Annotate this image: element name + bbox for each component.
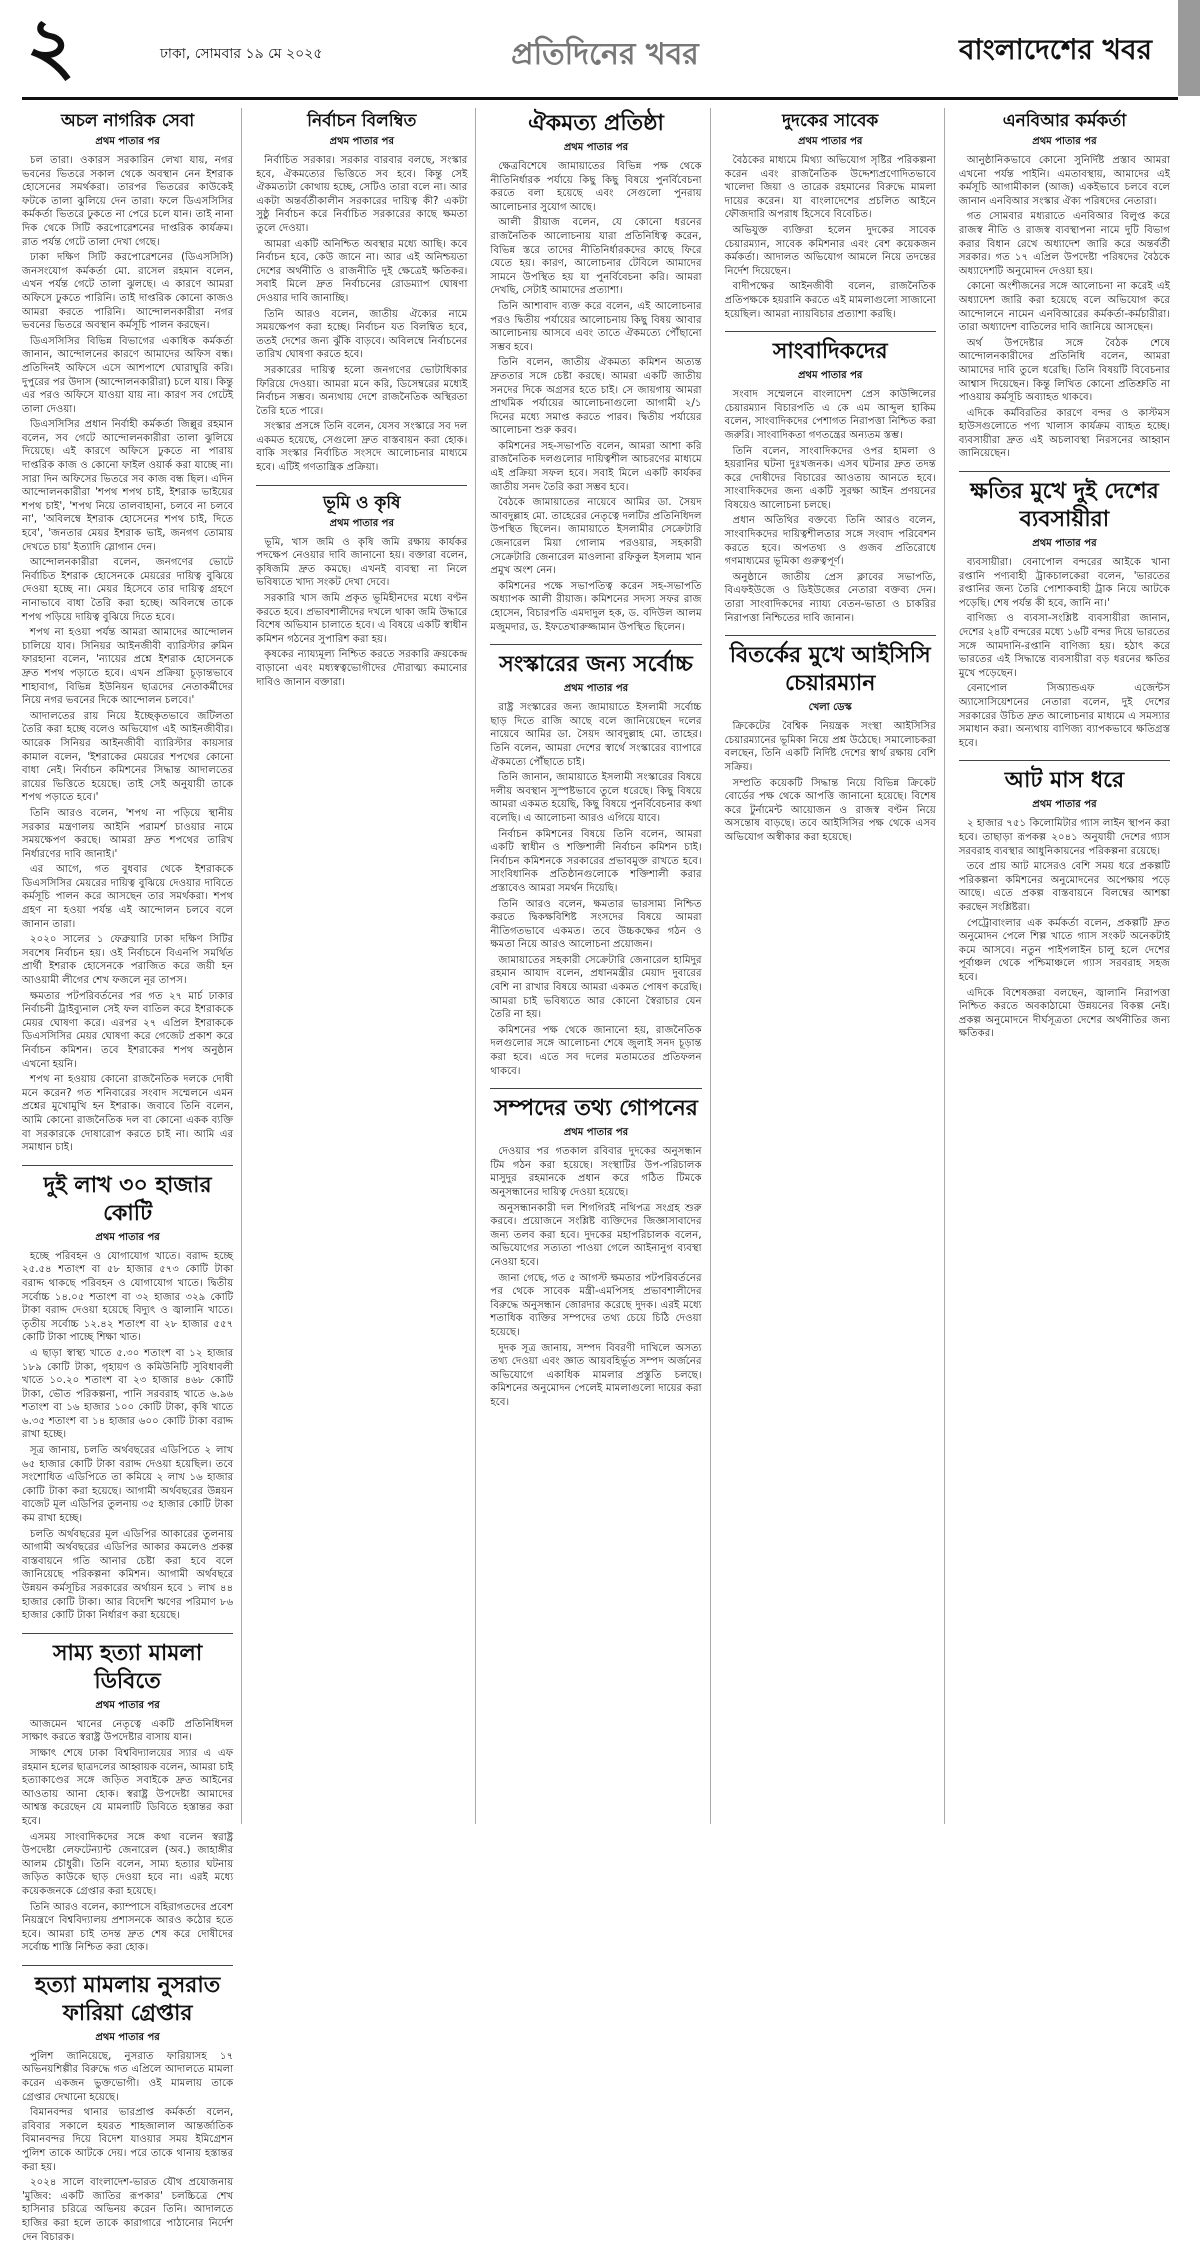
column-4: [725, 108, 945, 1824]
paragraph: আমরা একটি অনিশ্চিত অবস্থার মধ্যে আছি। কবে নির্বাচন হবে, কেউ জানে না। আর এই অনিশ্চয়তা দেশের অর্থনীতি ও রাজনীতি দুই ক্ষেত্রেই ক্ষতিকর। সবাই মিলে দ্রুত নির্বাচনের রোডম্যাপ ঘোষণা দেওয়ার দাবি জানাচ্ছি।: [256, 238, 468, 304]
paragraph: এসময় সাংবাদিকদের সঙ্গে কথা বলেন স্বরাষ্ট্র উপদেষ্টা লেফটেন্যান্ট জেনারেল (অব.) জাহাঙ্গীর আলম চৌধুরী। তিনি বলেন, সাম্য হত্যার ঘটনায় জড়িত কাউকে ছাড় দেওয়া হবে না। এরই মধ্যে কয়েকজনকে গ্রেপ্তার করা হয়েছে।: [22, 1831, 234, 1897]
article: [959, 767, 1170, 1041]
article-divider: [959, 760, 1170, 761]
continued-label: প্রথম পাতার পর: [329, 517, 394, 529]
article: [959, 110, 1170, 461]
paragraph: পেট্রোবাংলার এক কর্মকর্তা বলেন, প্রকল্পটি দ্রুত অনুমোদন পেলে শিল্প খাতে গ্যাস সংকট অনেকটাই কমে আসবে। নতুন পাইপলাইন চালু হলে দেশের পূর্বাঞ্চল থেকে পশ্চিমাঞ্চলে গ্যাস সরবরাহ সহজ হবে।: [958, 917, 1171, 983]
article-headline: বিতর্কের মুখে আইসিসি চেয়ারম্যান: [729, 643, 931, 697]
article-headline: দুই লাখ ৩০ হাজার কোটি: [43, 1172, 212, 1226]
article-body: [256, 536, 467, 690]
paragraph: এ ছাড়া স্বাস্থ্য খাতে ৫.৩০ শতাংশ বা ১২ হাজার ১৮৯ কোটি টাকা, গৃহায়ণ ও কমিউনিটি সুবিধাবলী খাতে ১০.২০ শতাংশ বা ২৩ হাজার ৪৬৮ কোটি টাকা, ভৌত পরিকল্পনা, পানি সরবরাহ খাতে ৬.৯৬ শতাংশ বা ১৬ হাজার ১০০ কোটি টাকা, কৃষি খাতে ৬.৩৫ শতাংশ বা ১৪ হাজার ৬০০ কোটি টাকা বরাদ্দ রাখা হচ্ছে।: [22, 1347, 234, 1441]
article-headline: সাম্য হত্যা মামলা ডিবিতে: [52, 1640, 203, 1694]
article-divider: [22, 1633, 233, 1634]
article-divider: [256, 485, 467, 486]
paragraph: বেনাপোল সিঅ্যান্ডএফ এজেন্টস অ্যাসোসিয়েশনের নেতারা বলেন, দুই দেশের সরকারের উচিত দ্রুত আলোচনার মাধ্যমে এ সমস্যার সমাধান করা। অন্যথায় বাণিজ্য ব্যাপকভাবে ক্ষতিগ্রস্ত হবে।: [958, 683, 1171, 749]
article: [256, 492, 467, 690]
paragraph: তিনি আরও বলেন, জাতীয় ঐক্যের নামে সময়ক্ষেপণ করা হচ্ছে। নির্বাচন যত বিলম্বিত হবে, ততই দেশের জন্য ঝুঁকি বাড়বে। অবিলম্বে নির্বাচনের তারিখ ঘোষণা করতে হবে।: [256, 308, 468, 361]
paragraph: বৈঠকে জামায়াতের নায়েবে আমির ডা. সৈয়দ আবদুল্লাহ মো. তাহেরের নেতৃত্বে দলটির প্রতিনিধিদল উপস্থিত ছিলেন। জামায়াতে ইসলামীর সেক্রেটারি জেনারেল মিয়া গোলাম পরওয়ার, সহকারী সেক্রেটারি জেনারেল মাওলানা রফিকুল ইসলাম খান প্রমুখ অংশ নেন।: [490, 497, 702, 577]
continued-label: প্রথম পাতার পর: [563, 683, 629, 695]
continued-label: প্রথম পাতার পর: [798, 370, 863, 382]
paragraph: ব্যবসায়ীরা। বেনাপোল বন্দরের আইকে খানা রপ্তানি পণ্যবাহী ট্রাকচালকেরা বলেন, 'ভারতের রপ্তানির জন্য তৈরি পোশাকবাহী ট্রাক নিয়ে আটকে পড়েছি। শেষ পর্যন্ত কী হবে, জানি না।': [958, 557, 1171, 609]
paragraph: তিনি আশাবাদ ব্যক্ত করে বলেন, এই আলোচনার পরও দ্বিতীয় পর্যায়ের আলোচনায় কিছু বিষয় আবার আলোচনায় আসবে এবং তাতে ঐকমত্যে পৌঁছানো সম্ভব হবে।: [490, 300, 702, 353]
paragraph: ক্রিকেটের বৈশ্বিক নিয়ন্ত্রক সংস্থা আইসিসির চেয়ারম্যানের ভূমিকা নিয়ে প্রশ্ন উঠেছে। সমালোচকরা বলছেন, তিনি একটি নির্দিষ্ট দেশের স্বার্থ রক্ষায় বেশি সক্রিয়।: [724, 721, 936, 773]
column-3: [490, 108, 710, 1824]
paragraph: ২০২৪ সালে বাংলাদেশ-ভারত যৌথ প্রযোজনায় 'মুজিব: একটি জাতির রূপকার' চলচ্চিত্রে শেখ হাসিনার চরিত্রে অভিনয় করেন তিনি। আদালতে হাজির করা হলে তাকে কারাগারে পাঠানোর নির্দেশ দেন বিচারক।: [22, 2177, 234, 2243]
continued-label: প্রথম পাতার পর: [798, 136, 863, 147]
paragraph: সম্প্রতি কয়েকটি সিদ্ধান্ত নিয়ে বিভিন্ন ক্রিকেট বোর্ডের পক্ষ থেকে আপত্তি জানানো হয়েছে। বিশেষ করে টুর্নামেন্ট আয়োজন ও রাজস্ব বণ্টন নিয়ে অসন্তোষ বাড়ছে। তবে আইসিসির পক্ষ থেকে এসব অভিযোগ অস্বীকার করা হয়েছে।: [724, 777, 936, 843]
article-body: [490, 1145, 701, 1409]
paragraph: তিনি আরও বলেন, ক্যাম্পাসে বহিরাগতদের প্রবেশ নিয়ন্ত্রণে বিশ্ববিদ্যালয় প্রশাসনকে আরও কঠোর হতে হবে। আমরা চাই তদন্ত দ্রুত শেষ করে দোষীদের সর্বোচ্চ শাস্তি নিশ্চিত করা হোক।: [22, 1901, 234, 1954]
article-body: [490, 701, 701, 1078]
article-headline: সংস্কারের জন্য সর্বোচ্চ: [499, 652, 693, 678]
article-headline: দুদকের সাবেক: [782, 111, 879, 131]
article: [22, 110, 233, 1155]
article-divider: [22, 1965, 233, 1966]
paragraph: অভিযুক্ত ব্যক্তিরা হলেন দুদকের সাবেক চেয়ারম্যান, সাবেক কমিশনার এবং বেশ কয়েকজন কর্মকর্তা। আদালত অভিযোগ আমলে নিয়ে তদন্তের নির্দেশ দিয়েছেন।: [724, 224, 936, 277]
paragraph: শপথ না হওয়া পর্যন্ত আমরা আমাদের আন্দোলন চালিয়ে যাব। সিনিয়র আইনজীবী ব্যারিস্টার রুমিন ফারহানা বলেন, 'ন্যায়ের প্রশ্নে ইশরাক হোসেনকে দ্রুত শপথ পড়াতে হবে। এখন প্রক্রিয়া চূড়ান্তভাবে শাহাবাগ, বিভিন্ন ইউনিয়ন ছাত্রদের নেতাকর্মীদের নিয়ে নগর ভবনের দিকে আন্দোলন চলবে।': [22, 627, 234, 707]
section-title: বাংলাদেশের খবর: [958, 33, 1152, 66]
continued-label: খেলা ডেস্ক: [808, 702, 852, 714]
paragraph: বাণিজ্য ও ব্যবসা-সংশ্লিষ্ট ব্যবসায়ীরা জানান, দেশের ২৪টি বন্দরের মধ্যে ১৬টি বন্দর দিয়ে ভারতের সঙ্গে আমদানি-রপ্তানি বাণিজ্য হয়। হঠাৎ করে ভারতের এই সিদ্ধান্তে ব্যবসায়ীরা বড় ধরনের ক্ষতির মুখে পড়েছেন।: [958, 613, 1171, 679]
paragraph: কৃষকের ন্যায্যমূল্য নিশ্চিত করতে সরকারি ক্রয়কেন্দ্র বাড়ানো এবং মধ্যস্বত্বভোগীদের দৌরাত্ম্য কমানোর দাবিও জানান বক্তারা।: [256, 649, 468, 688]
masthead-logo: প্রতিদিনের খবর: [511, 37, 699, 72]
article-body: [725, 388, 936, 625]
paragraph: আজমেন খানের নেতৃত্বে একটি প্রতিনিধিদল সাক্ষাৎ করতে স্বরাষ্ট্র উপদেষ্টার বাসায় যান।: [22, 1718, 234, 1744]
paragraph: ২০২০ সালের ১ ফেব্রুয়ারি ঢাকা দক্ষিণ সিটির সবশেষ নির্বাচন হয়। ওই নির্বাচনে বিএনপি সমর্থিত প্রার্থী ইশরাক হোসেনকে পরাজিত করে জয়ী হন আওয়ামী লীগের শেখ ফজলে নূর তাপস।: [22, 934, 234, 987]
article: [490, 110, 701, 634]
article: [256, 110, 467, 475]
paragraph: অনুসন্ধানকারী দল শিগগিরই নথিপত্র সংগ্রহ শুরু করবে। প্রয়োজনে সংশ্লিষ্ট ব্যক্তিদের জিজ্ঞাসাবাদের জন্য তলব করা হবে। দুদকের মহাপরিচালক বলেন, অভিযোগের সত্যতা পাওয়া গেলে আইনানুগ ব্যবস্থা নেওয়া হবে।: [490, 1202, 702, 1268]
article-headline: অচল নাগরিক সেবা: [60, 111, 195, 131]
paragraph: সংস্কার প্রসঙ্গে তিনি বলেন, যেসব সংস্কারে সব দল একমত হয়েছে, সেগুলো দ্রুত বাস্তবায়ন করা হোক। বাকি সংস্কার নির্বাচিত সংসদে আলোচনার মাধ্যমে হবে। এটিই গণতান্ত্রিক প্রক্রিয়া।: [256, 421, 468, 474]
article: [490, 1095, 701, 1409]
paragraph: ডিএসসিসির বিভিন্ন বিভাগের একাধিক কর্মকর্তা জানান, আন্দোলনের কারণে আমাদের অফিস বন্ধ। প্রতিদিনই অফিসে এসে আশপাশে ঘোরাঘুরি করি। দুপুরের পর উদাস (আন্দোলনকারীরা) চলে যায়। কিন্তু এর পরও অফিসে যাওয়া যায় না। কারণ সব গেটেই তালা দেওয়া।: [22, 335, 234, 415]
paragraph: তিনি আরও বলেন, 'শপথ না পড়িয়ে স্থানীয় সরকার মন্ত্রণালয় আইনি পরামর্শ চাওয়ার নামে সময়ক্ষেপণ করছে। আমরা দ্রুত শপথের তারিখ নির্ধারণের দাবি জানাই।': [22, 807, 234, 860]
continued-label: প্রথম পাতার পর: [95, 136, 160, 147]
article-divider: [22, 1165, 233, 1166]
continued-label: প্রথম পাতার পর: [1032, 538, 1097, 550]
paragraph: এদিকে বিশেষজ্ঞরা বলছেন, জ্বালানি নিরাপত্তা নিশ্চিত করতে অবকাঠামো উন্নয়নের বিকল্প নেই। প্রকল্প অনুমোদনে দীর্ঘসূত্রতা দেশের অর্থনীতির জন্য ক্ষতিকর।: [958, 987, 1171, 1040]
article-divider: [725, 331, 936, 332]
article: [22, 1172, 233, 1623]
paragraph: অর্থ উপদেষ্টার সঙ্গে বৈঠক শেষে আন্দোলনকারীদের প্রতিনিধি বলেন, আমরা আমাদের দাবি তুলে ধরেছি। তিনি বিষয়টি বিবেচনার আশ্বাস দিয়েছেন। কিন্তু লিখিত কোনো প্রতিশ্রুতি না পাওয়ায় কর্মসূচি অব্যাহত থাকবে।: [958, 337, 1171, 404]
article-columns: [22, 108, 1178, 2243]
header-divider: [22, 97, 1178, 100]
paragraph: জানা গেছে, গত ৫ আগস্ট ক্ষমতার পটপরিবর্তনের পর থেকে সাবেক মন্ত্রী-এমপিসহ প্রভাবশালীদের বিরুদ্ধে অনুসন্ধান জোরদার করেছে দুদক। এরই মধ্যে শতাধিক ব্যক্তির সম্পদের তথ্য চেয়ে চিঠি দেওয়া হয়েছে।: [490, 1272, 702, 1338]
paragraph: তিনি জানান, জামায়াতে ইসলামী সংস্কারের বিষয়ে দলীয় অবস্থান সুস্পষ্টভাবে তুলে ধরেছে। কিছু বিষয়ে আমরা একমত হয়েছি, কিছু বিষয়ে পুনর্বিবেচনার কথা বলেছি। এ আলোচনা আরও এগিয়ে যাবে।: [490, 772, 702, 824]
page-header: [0, 0, 1200, 96]
article-body: [490, 160, 701, 634]
article-headline: ক্ষতির মুখে দুই দেশের ব্যবসায়ীরা: [970, 479, 1159, 533]
paragraph: দুদক সূত্র জানায়, সম্পদ বিবরণী দাখিলে অসত্য তথ্য দেওয়া এবং জ্ঞাত আয়বহির্ভূত সম্পদ অর্জনের অভিযোগে একাধিক মামলার প্রস্তুতি চলছে। কমিশনের অনুমোদন পেলেই মামলাগুলো দায়ের করা হবে।: [490, 1342, 702, 1408]
paragraph: সরকারি খাস জমি প্রকৃত ভূমিহীনদের মধ্যে বণ্টন করতে হবে। প্রভাবশালীদের দখলে থাকা জমি উদ্ধারে বিশেষ অভিযান চালাতে হবে। এ বিষয়ে একটি স্বাধীন কমিশন গঠনের সুপারিশ করা হয়।: [256, 593, 468, 645]
paragraph: সাক্ষাৎ শেষে ঢাকা বিশ্ববিদ্যালয়ের স্যার এ এফ রহমান হলের ছাত্রদলের আহ্বায়ক বলেন, আমরা চাই হত্যাকাণ্ডের সঙ্গে জড়িত সবাইকে দ্রুত আইনের আওতায় আনা হোক। স্বরাষ্ট্র উপদেষ্টা আমাদের আশ্বস্ত করেছেন যে মামলাটি ডিবিতে হস্তান্তর করা হবে।: [22, 1747, 234, 1827]
paragraph: জামায়াতের সহকারী সেক্রেটারি জেনারেল হামিদুর রহমান আযাদ বলেন, প্রধানমন্ত্রীর মেয়াদ দুবারের বেশি না রাখার বিষয়ে আমরা একমত পোষণ করেছি। আমরা চাই ভবিষ্যতে আর কোনো স্বৈরাচার যেন তৈরি না হয়।: [490, 954, 702, 1021]
paragraph: তিনি বলেন, সাংবাদিকদের ওপর হামলা ও হয়রানির ঘটনা দুঃখজনক। এসব ঘটনার দ্রুত তদন্ত করে দোষীদের বিচারের আওতায় আনতে হবে। সাংবাদিকদের জন্য একটি সুরক্ষা আইন প্রণয়নের বিষয়েও আলোচনা চলছে।: [724, 445, 936, 511]
paragraph: নির্বাচন কমিশনের বিষয়ে তিনি বলেন, আমরা একটি স্বাধীন ও শক্তিশালী নির্বাচন কমিশন চাই। নির্বাচন কমিশনকে সরকারের প্রভাবমুক্ত রাখতে হবে। সাংবিধানিক প্রতিষ্ঠানগুলোকে শক্তিশালী করার প্রস্তাবেও আমরা সমর্থন দিয়েছি।: [490, 828, 702, 894]
article-divider: [959, 471, 1170, 472]
article: [22, 1972, 233, 2244]
paragraph: সূত্র জানায়, চলতি অর্থবছরের এডিপিতে ২ লাখ ৬৫ হাজার কোটি টাকা বরাদ্দ দেওয়া হয়েছিল। তবে সংশোধিত এডিপিতে তা কমিয়ে ২ লাখ ১৬ হাজার কোটি টাকা করা হয়েছে। আগামী অর্থবছরের উন্নয়ন বাজেট মূল এডিপির তুলনায় ৩৫ হাজার কোটি টাকা কম রাখা হচ্ছে।: [22, 1445, 234, 1525]
article: [725, 110, 936, 321]
continued-label: প্রথম পাতার পর: [95, 2031, 160, 2043]
continued-label: প্রথম পাতার পর: [95, 1231, 160, 1243]
article-headline: সাংবাদিকদের: [772, 339, 888, 365]
article-divider: [725, 635, 936, 636]
paragraph: কমিশনের পক্ষ থেকে জানানো হয়, রাজনৈতিক দলগুলোর সঙ্গে আলোচনা শেষে জুলাই সনদ চূড়ান্ত করা হবে। এতে সব দলের মতামতের প্রতিফলন থাকবে।: [490, 1024, 702, 1077]
continued-label: প্রথম পাতার পর: [1032, 136, 1097, 147]
article-body: [959, 556, 1170, 750]
article-body: [725, 154, 936, 321]
paragraph: ভূমি, খাস জমি ও কৃষি জমি রক্ষায় কার্যকর পদক্ষেপ নেওয়ার দাবি জানানো হয়। বক্তারা বলেন, কৃষিজমি দ্রুত কমছে। এখনই ব্যবস্থা না নিলে ভবিষ্যতে খাদ্য সংকট দেখা দেবে।: [256, 536, 468, 589]
paragraph: তিনি আরও বলেন, ক্ষমতার ভারসাম্য নিশ্চিত করতে দ্বিকক্ষবিশিষ্ট সংসদের বিষয়ে আমরা নীতিগতভাবে একমত। তবে উচ্চকক্ষের গঠন ও ক্ষমতা নিয়ে আরও আলোচনা প্রয়োজন।: [490, 898, 702, 951]
paragraph: হচ্ছে পরিবহন ও যোগাযোগ খাতে। বরাদ্দ হচ্ছে ২৫.৫৪ শতাংশ বা ৫৮ হাজার ৫৭৩ কোটি টাকা বরাদ্দ থাকছে পরিবহন ও যোগাযোগ খাতে। দ্বিতীয় সর্বোচ্চ ১৪.০৫ শতাংশ বা ৩২ হাজার ৩২৯ কোটি টাকা বরাদ্দ দেওয়া হয়েছে বিদ্যুৎ ও জ্বালানি খাতে। তৃতীয় সর্বোচ্চ ১২.৪২ শতাংশ বা ২৮ হাজার ৫৫৭ কোটি টাকা পাচ্ছে শিক্ষা খাত।: [22, 1250, 234, 1344]
paragraph: বৈঠকের মাধ্যমে মিথ্যা অভিযোগ সৃষ্টির পরিকল্পনা করেন এবং রাজনৈতিক উদ্দেশ্যপ্রণোদিতভাবে খালেদা জিয়া ও তারেক রহমানের বিরুদ্ধে মামলা দায়ের করেন। যা বাংলাদেশের প্রচলিত আইনে ফৌজদারি অপরাধ হিসেবে বিবেচিত।: [724, 155, 936, 221]
column-1: [22, 108, 242, 2243]
paragraph: ২ হাজার ৭৫১ কিলোমিটার গ্যাস লাইন স্থাপন করা হবে। তাছাড়া রূপকল্প ২০৪১ অনুযায়ী দেশের গ্যাস সরবরাহ ব্যবস্থার আধুনিকায়নের পরিকল্পনা রয়েছে।: [958, 818, 1171, 857]
paragraph: ডিএসসিসির প্রধান নির্বাহী কর্মকর্তা জিল্লুর রহমান বলেন, সব গেটে আন্দোলনকারীরা তালা ঝুলিয়ে দিয়েছে। এই কারণে অফিসে ঢুকতে না পারায় দাপ্তরিক কাজ ও কোনো ফাইল ওয়ার্ক করা যাচ্ছে না। সারা দিন অফিসের ভিতরে সব কাজ বন্ধ ছিল। এদিন আন্দোলনকারীরা 'শপথ শপথ চাই, ইশরাক ভাইয়ের শপথ চাই', 'শপথ নিয়ে তালবাহানা, চলবে না চলবে না', 'অবিলম্বে ইশরাক হোসেনের শপথ চাই, দিতে হবে', 'জনতার মেয়র ইশরাক ভাই, জনগণ তোমায় দেখতে চায়' ইত্যাদি স্লোগান দেন।: [22, 419, 234, 553]
article-divider: [490, 644, 701, 645]
paragraph: রাষ্ট্র সংস্কারের জন্য জামায়াতে ইসলামী সর্বোচ্চ ছাড় দিতে রাজি আছে বলে জানিয়েছেন দলের নায়েবে আমির ডা. সৈয়দ আবদুল্লাহ মো. তাহের। তিনি বলেন, আমরা দেশের স্বার্থে সংস্কারের ব্যাপারে ঐকমত্যে পৌঁছাতে চাই।: [490, 702, 702, 768]
article-body: [22, 2050, 233, 2244]
paragraph: আলী রীয়াজ বলেন, যে কোনো ধরনের রাজনৈতিক আলোচনায় যারা প্রতিনিধিত্ব করেন, বিভিন্ন স্তরে তাদের নীতিনির্ধারকদের কাছে ফিরে যেতে হয়। কারণ, আলোচনার টেবিলে আমাদের সামনে উপস্থিত হয় যা পুনর্বিবেচনা করি। আমরা দেখছি, সেটাই আমাদের প্রত্যাশা।: [490, 217, 702, 297]
paragraph: চলতি অর্থবছরের মূল এডিপির আকারের তুলনায় আগামী অর্থবছরের এডিপির আকার কমলেও প্রকল্প বাস্তবায়নে গতি আনার চেষ্টা করা হবে বলে জানিয়েছে পরিকল্পনা কমিশন। আগামী অর্থবছরে উন্নয়ন কর্মসূচির সরকারের অর্থায়ন হবে ১ লাখ ৪৪ হাজার কোটি টাকা। আর বিদেশি ঋণের পরিমাণ ৮৬ হাজার কোটি টাকা নির্ধারণ করা হয়েছে।: [22, 1528, 234, 1622]
article-headline: হত্যা মামলায় নুসরাত ফারিয়া গ্রেপ্তার: [34, 1972, 221, 2026]
paragraph: দেওয়ার পর গতকাল রবিবার দুদকের অনুসন্ধান টিম গঠন করা হয়েছে। সংস্থাটির উপ-পরিচালক মাসুদুর রহমানকে প্রধান করে গঠিত টিমকে অনুসন্ধানের দায়িত্ব দেওয়া হয়েছে।: [490, 1146, 702, 1198]
paragraph: এদিকে কর্মবিরতির কারণে বন্দর ও কাস্টমস হাউসগুলোতে পণ্য খালাস কার্যক্রম ব্যাহত হচ্ছে। ব্যবসায়ীরা দ্রুত এই অচলাবস্থা নিরসনের আহ্বান জানিয়েছেন।: [958, 407, 1171, 460]
paragraph: ক্ষমতার পটপরিবর্তনের পর গত ২৭ মার্চ ঢাকার নির্বাচনী ট্রাইব্যুনাল সেই ফল বাতিল করে ইশরাককে মেয়র ঘোষণা করে। এরপর ২৭ এপ্রিল ইশরাককে ডিএসসিসির মেয়র ঘোষণা করে গেজেট প্রকাশ করে নির্বাচন কমিশন। তবে ইশরাকের শপথ অনুষ্ঠান এখনো হয়নি।: [22, 990, 234, 1070]
article-headline: ভূমি ও কৃষি: [323, 492, 401, 513]
paragraph: বিমানবন্দর থানার ভারপ্রাপ্ত কর্মকর্তা বলেন, রবিবার সকালে হযরত শাহজালাল আন্তর্জাতিক বিমানবন্দর দিয়ে বিদেশ যাওয়ার সময় ইমিগ্রেশন পুলিশ তাকে আটকে দেয়। পরে তাকে থানায় হস্তান্তর করা হয়।: [22, 2107, 234, 2173]
dateline: ঢাকা, সোমবার ১৯ মে ২০২৫: [160, 46, 323, 62]
paragraph: নির্বাচিত সরকার। সরকার বারবার বলছে, সংস্কার হবে, ঐকমত্যের ভিত্তিতে সব হবে। কিন্তু সেই ঐকমত্যটা কোথায় হচ্ছে, সেটিও তারা বলে না। আর একটা অন্তর্বর্তীকালীন সরকারের দায়িত্ব কী? একটা সুষ্ঠু নির্বাচন করে নির্বাচিত সরকারের কাছে ক্ষমতা তুলে দেওয়া।: [256, 155, 468, 234]
continued-label: প্রথম পাতার পর: [563, 1127, 629, 1139]
paragraph: শপথ না হওয়ায় কোনো রাজনৈতিক দলকে দোষী মনে করেন? গত শনিবারের সংবাদ সম্মেলনে এমন প্রশ্নের মুখোমুখি হন ইশরাক। জবাবে তিনি বলেন, আমি কোনো রাজনৈতিক দল বা কোনো একক ব্যক্তি বা সরকারকে দোষারোপ করতে চাই না। আমি এর সমাধান চাই।: [22, 1074, 234, 1154]
article: [725, 642, 936, 844]
page-number: ২: [26, 1, 76, 90]
paragraph: পুলিশ জানিয়েছে, নুসরাত ফারিয়াসহ ১৭ অভিনয়শিল্পীর বিরুদ্ধে গত এপ্রিলে আদালতে মামলা করেন একজন ভুক্তভোগী। ওই মামলায় তাকে গ্রেপ্তার দেখানো হয়েছে।: [22, 2050, 234, 2103]
article-body: [959, 154, 1170, 461]
article-body: [256, 154, 467, 475]
article: [725, 338, 936, 625]
article: [22, 1640, 233, 1955]
paragraph: তিনি বলেন, জাতীয় ঐকমত্য কমিশন অত্যন্ত দ্রুততার সঙ্গে চেষ্টা করছে। আমরা একটি জাতীয় সনদের দিকে অগ্রসর হতে চাই। সে জায়গায় আমরা প্রাথমিক পর্যায়ের আলোচনাগুলো আগামী ২/১ দিনের মধ্যে সমাপ্ত করতে পারব। দ্বিতীয় পর্যায়ের আলোচনা শুরু করব।: [490, 357, 702, 437]
continued-label: প্রথম পাতার পর: [563, 142, 629, 153]
paragraph: অনুষ্ঠানে জাতীয় প্রেস ক্লাবের সভাপতি, বিএফইউজে ও ডিইউজের নেতারা বক্তব্য দেন। তারা সাংবাদিকদের ন্যায্য বেতন-ভাতা ও চাকরির নিরাপত্তা নিশ্চিতের দাবি জানান।: [724, 571, 936, 624]
article-headline: এনবিআর কর্মকর্তা: [1002, 111, 1127, 131]
continued-label: প্রথম পাতার পর: [1032, 799, 1097, 811]
paragraph: এর আগে, গত বুধবার থেকে ইশরাককে ডিএসসিসির মেয়রের দায়িত্ব বুঝিয়ে দেওয়ার দাবিতে কর্মসূচি পালন করে আসছেন তার সমর্থকরা। শপথ গ্রহণ না হওয়া পর্যন্ত এই আন্দোলন চলবে বলে জানান তারা।: [22, 864, 234, 930]
paragraph: কোনো অংশীজনের সঙ্গে আলোচনা না করেই এই অধ্যাদেশ জারি করা হয়েছে বলে অভিযোগ করে আন্দোলনে নামেন এনবিআরের কর্মকর্তা-কর্মচারীরা। তারা অধ্যাদেশ বাতিলের দাবি জানিয়ে আসছেন।: [958, 281, 1171, 334]
article-body: [22, 1250, 233, 1623]
header-stripe: [1178, 0, 1200, 96]
column-5: [959, 108, 1178, 1824]
article-headline: নির্বাচন বিলম্বিত: [307, 111, 417, 131]
article-headline: ঐকমত্য প্রতিষ্ঠা: [528, 111, 664, 136]
article-divider: [490, 1088, 701, 1089]
article: [490, 651, 701, 1078]
paragraph: কমিশনের সহ-সভাপতি বলেন, আমরা আশা করি রাজনৈতিক দলগুলোর দায়িত্বশীল আচরণের মাধ্যমে এই প্রক্রিয়া সফল হবে। সবাই মিলে একটি কার্যকর জাতীয় সনদ তৈরি করা সম্ভব হবে।: [490, 440, 702, 493]
article-body: [22, 1718, 233, 1955]
continued-label: প্রথম পাতার পর: [95, 1699, 160, 1711]
paragraph: গত সোমবার মধ্যরাতে এনবিআর বিলুপ্ত করে রাজস্ব নীতি ও রাজস্ব ব্যবস্থাপনা নামে দুটি বিভাগ করার বিধান রেখে অধ্যাদেশ জারি করে অন্তর্বর্তী সরকার। গত ১৭ এপ্রিল উপদেষ্টা পরিষদের বৈঠকে অধ্যাদেশটি অনুমোদন দেওয়া হয়।: [958, 211, 1171, 277]
paragraph: আনুষ্ঠানিকভাবে কোনো সুনির্দিষ্ট প্রস্তাব আমরা এখনো পর্যন্ত পাইনি। এমতাবস্থায়, আমাদের এই কর্মসূচি আগামীকাল (আজ) একইভাবে চলবে বলে জানান এনবিআর সংস্কার ঐক্য পরিষদের নেতারা।: [958, 155, 1171, 207]
paragraph: সংবাদ সম্মেলনে বাংলাদেশ প্রেস কাউন্সিলের চেয়ারম্যান বিচারপতি এ কে এম আব্দুল হাকিম বলেন, সাংবাদিকদের পেশাগত নিরাপত্তা নিশ্চিত করা জরুরি। সাংবাদিকতা গণতন্ত্রের অন্যতম স্তম্ভ।: [724, 389, 936, 441]
continued-label: প্রথম পাতার পর: [329, 136, 394, 147]
paragraph: বাদীপক্ষের আইনজীবী বলেন, রাজনৈতিক প্রতিপক্ষকে হয়রানি করতে এই মামলাগুলো সাজানো হয়েছিল। আমরা ন্যায়বিচার প্রত্যাশা করছি।: [724, 281, 936, 320]
paragraph: ক্ষেত্রবিশেষে জামায়াতের বিভিন্ন পক্ষ থেকে নীতিনির্ধারক পর্যায়ে কিছু কিছু বিষয়ে পুনর্বিবেচনা করতে বলা হয়েছে এবং সেগুলো পুনরায় আলোচনার সুযোগ আছে।: [490, 161, 702, 213]
article-body: [725, 720, 936, 844]
paragraph: কমিশনের পক্ষে সভাপতিত্ব করেন সহ-সভাপতি অধ্যাপক আলী রীয়াজ। কমিশনের সদস্য সফর রাজ হোসেন, বিচারপতি এমদাদুল হক, ড. বদিউল আলম মজুমদার, ড. ইফতেখারুজ্জামান উপস্থিত ছিলেন।: [490, 580, 702, 633]
paragraph: চল তারা। ওকারস সরকারিন লেখা যায়, নগর ভবনের ভিতরে সকাল থেকে অবস্থান নেন ইশরাক হোসেনের সমর্থকরা। তারপর ভিতরের কাউকেই ফটকে তালা ঝুলিয়ে দেন তারা। ফলে ডিএসসিসির কর্মকর্তা ভিতরে ঢুকতে না পেরে চলে যান। তাই নানা দিক থেকে সিটি করপোরেশনের দাপ্তরিক কার্যক্রম। রাত পর্যন্ত গেটে তালা দেখা গেছে।: [22, 155, 234, 248]
column-2: [256, 108, 476, 1824]
paragraph: আন্দোলনকারীরা বলেন, জনগণের ভোটে নির্বাচিত ইশরাক হোসেনকে মেয়রের দায়িত্ব বুঝিয়ে দেওয়া হচ্ছে না। মেয়র হিসেবে তার দায়িত্ব গ্রহণে নানাভাবে বাধা তৈরি করা হচ্ছে। অবিলম্বে তাকে শপথ পড়িয়ে দায়িত্ব বুঝিয়ে দিতে হবে।: [22, 557, 234, 623]
article-headline: আট মাস ধরে: [1004, 768, 1125, 794]
article-headline: সম্পদের তথ্য গোপনের: [494, 1096, 698, 1122]
paragraph: আদালতের রায় নিয়ে ইচ্ছেকৃতভাবে জটিলতা তৈরি করা হচ্ছে বলেও অভিযোগ এই আইনজীবীর। আরেক সিনিয়র আইনজীবী ব্যারিস্টার কায়সার কামাল বলেন, 'ইশরাকের মেয়রের শপথের কোনো বাধা নেই। নির্বাচন কমিশনের সিদ্ধান্ত আদালতের রায়ের ভিত্তিতে হয়েছে। তাই সেই অনুযায়ী তাকে শপথ পড়াতে হবে।': [22, 710, 234, 804]
article-body: [22, 154, 233, 1155]
paragraph: সরকারের দায়িত্ব হলো জনগণের ভোটাধিকার ফিরিয়ে দেওয়া। আমরা মনে করি, ডিসেম্বরের মধ্যেই নির্বাচন সম্ভব। অন্যথায় দেশে রাজনৈতিক অস্থিরতা তৈরি হতে পারে।: [256, 364, 468, 417]
paragraph: প্রধান অতিথির বক্তব্যে তিনি আরও বলেন, সাংবাদিকদের দায়িত্বশীলতার সঙ্গে সংবাদ পরিবেশন করতে হবে। অপতথ্য ও গুজব প্রতিরোধে গণমাধ্যমের ভূমিকা গুরুত্বপূর্ণ।: [724, 515, 936, 568]
paragraph: তবে প্রায় আট মাসেরও বেশি সময় ধরে প্রকল্পটি পরিকল্পনা কমিশনের অনুমোদনের অপেক্ষায় পড়ে আছে। এতে প্রকল্প বাস্তবায়নে বিলম্বের আশঙ্কা করছেন সংশ্লিষ্টরা।: [958, 861, 1171, 913]
article-body: [959, 817, 1170, 1041]
article: [959, 478, 1170, 750]
paragraph: ঢাকা দক্ষিণ সিটি করপোরেশনের (ডিএসসিসি) জনসংযোগ কর্মকর্তা মো. রাসেল রহমান বলেন, এখন পর্যন্ত গেটে তালা ঝুলছে। এ কারণে আমরা অফিসে ঢুকতে পারিনি। তাই দাপ্তরিক কোনো কাজও আমরা করতে পারিনি। আন্দোলনকারীরা নগর ভবনের ভিতরে অবস্থান কর্মসূচি পালন করছেন।: [22, 252, 234, 332]
